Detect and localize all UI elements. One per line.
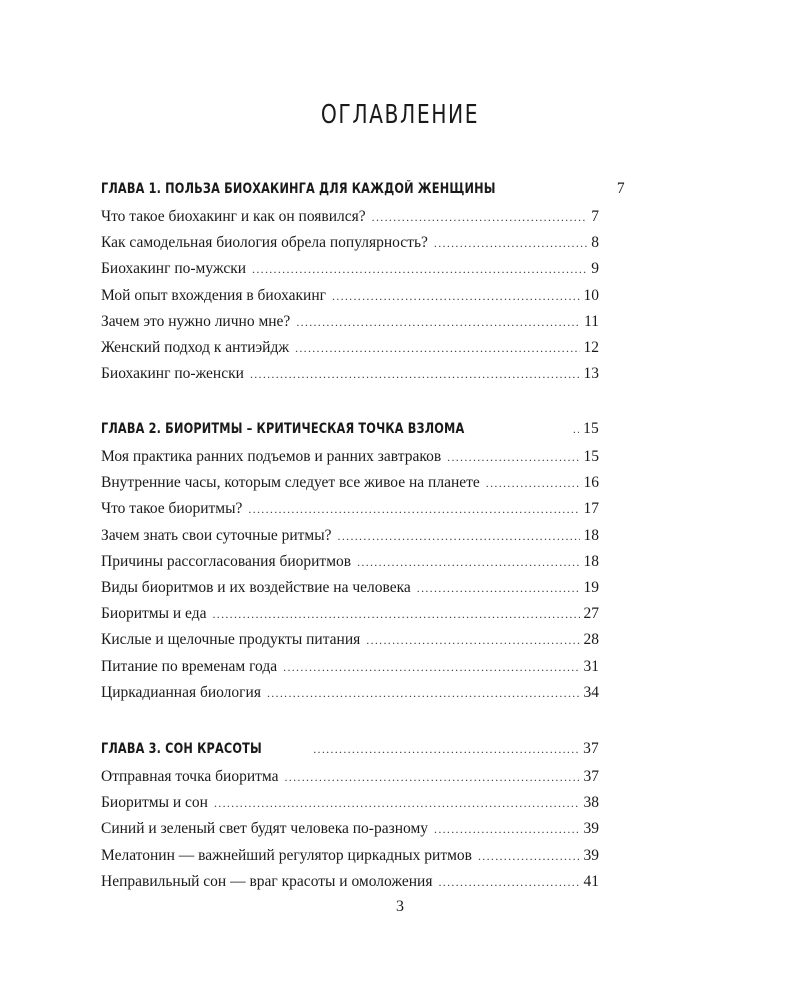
dot-leader xyxy=(214,790,580,816)
dot-leader xyxy=(332,283,580,309)
entry-text: Как самодельная биология обрела популярность? xyxy=(101,234,428,252)
entry-text: Мелатонин — важнейший регулятор циркадных ритмов xyxy=(101,846,472,864)
entry-text: Биоритмы и сон xyxy=(101,794,208,812)
entry-page: 9 xyxy=(591,260,599,278)
entry-page: 13 xyxy=(583,365,599,383)
chapter-heading-text: ГЛАВА 1. ПОЛЬЗА БИОХАКИНГА ДЛЯ КАЖДОЙ ЖЕНЩИНЫ xyxy=(101,181,496,197)
toc-entry xyxy=(101,523,599,549)
entry-text: Зачем это нужно лично мне? xyxy=(101,312,291,330)
entry-page: 17 xyxy=(583,500,599,518)
entry-text: Циркадианная биология xyxy=(101,683,261,701)
entry-text: Кислые и щелочные продукты питания xyxy=(101,631,361,649)
entry-text: Причины рассогласования биоритмов xyxy=(101,552,352,570)
entry-page: 7 xyxy=(591,208,599,225)
toc-entry xyxy=(101,680,599,706)
entry-page: 39 xyxy=(583,846,599,864)
page-title: ОГЛАВЛЕНИЕ xyxy=(320,100,480,130)
entry-page: 39 xyxy=(583,820,599,838)
dot-leader xyxy=(250,361,580,387)
entry-page: 27 xyxy=(583,605,599,623)
entry-text: Биоритмы и еда xyxy=(101,605,207,623)
chapter-3 xyxy=(101,734,599,895)
dot-leader xyxy=(357,549,579,575)
entry-page: 18 xyxy=(583,526,599,544)
dot-leader xyxy=(447,444,579,470)
entry-page: 19 xyxy=(583,578,599,596)
dot-leader xyxy=(295,335,579,361)
dot-leader xyxy=(248,496,579,522)
entry-text: Неправильный сон — враг красоты и омоложения xyxy=(101,872,433,890)
entry-page: 10 xyxy=(583,286,599,304)
dot-leader xyxy=(573,414,579,444)
toc-entry xyxy=(101,256,599,282)
dot-leader xyxy=(267,680,580,706)
entry-page: 18 xyxy=(583,552,599,570)
entry-text: Виды биоритмов и их воздействие на человека xyxy=(101,578,411,596)
toc-entry xyxy=(101,444,599,470)
toc-entry xyxy=(101,601,599,627)
dot-leader xyxy=(434,230,587,256)
chapter-page: 7 xyxy=(616,180,625,197)
entry-page: 12 xyxy=(583,338,599,356)
toc-entry xyxy=(101,575,599,601)
dot-leader xyxy=(285,764,580,790)
toc-entry xyxy=(101,361,599,387)
dot-leader xyxy=(438,869,579,895)
entry-text: Мой опыт вхождения в биохакинг xyxy=(101,286,326,304)
chapter-heading xyxy=(101,174,625,204)
entry-text: Что такое биоритмы? xyxy=(101,500,243,518)
entry-page: 28 xyxy=(583,631,599,649)
entry-page: 41 xyxy=(583,872,599,890)
entry-page: 38 xyxy=(583,794,599,812)
toc-entry xyxy=(101,335,599,361)
toc-entry xyxy=(101,283,599,309)
chapter-heading-text: ГЛАВА 3. СОН КРАСОТЫ xyxy=(101,741,262,757)
entry-page: 8 xyxy=(591,234,599,252)
entry-text: Внутренние часы, которым следует все живое на планете xyxy=(101,474,480,492)
dot-leader xyxy=(296,309,580,335)
entry-text: Питание по временам года xyxy=(101,657,278,675)
dot-leader xyxy=(313,734,579,764)
toc-entry xyxy=(101,496,599,522)
toc-entry xyxy=(101,816,599,842)
toc-entry xyxy=(101,309,599,335)
entry-text: Синий и зеленый свет будят человека по-разному xyxy=(101,820,429,838)
entry-text: Моя практика ранних подъемов и ранних завтраков xyxy=(101,448,442,465)
toc-entry xyxy=(101,204,599,230)
entry-text: Что такое биохакинг и как он появился? xyxy=(101,208,366,225)
dot-leader xyxy=(372,204,588,230)
dot-leader xyxy=(434,816,579,842)
entry-text: Биохакинг по-мужски xyxy=(101,260,247,278)
entry-text: Биохакинг по-женски xyxy=(101,365,244,383)
toc-entry xyxy=(101,654,599,680)
toc-entry xyxy=(101,869,599,895)
chapter-2 xyxy=(101,414,599,706)
dot-leader xyxy=(338,523,580,549)
dot-leader xyxy=(366,627,579,653)
entry-page: 34 xyxy=(583,683,599,701)
chapter-heading xyxy=(101,414,599,444)
entry-page: 37 xyxy=(583,768,599,785)
chapter-1 xyxy=(101,174,625,387)
dot-leader xyxy=(417,575,580,601)
toc-entry xyxy=(101,790,599,816)
page-number: 3 xyxy=(396,898,404,915)
dot-leader xyxy=(486,470,580,496)
entry-text: Женский подход к антиэйдж xyxy=(101,338,290,356)
toc-entry xyxy=(101,764,599,790)
entry-page: 31 xyxy=(583,657,599,675)
toc-entry xyxy=(101,843,599,869)
chapter-heading-text: ГЛАВА 2. БИОРИТМЫ – КРИТИЧЕСКАЯ ТОЧКА ВЗЛОМА xyxy=(101,421,465,437)
chapter-page: 15 xyxy=(583,420,599,437)
entry-page: 16 xyxy=(583,474,599,492)
entry-text: Зачем знать свои суточные ритмы? xyxy=(101,526,332,544)
entry-page: 15 xyxy=(583,448,599,465)
dot-leader xyxy=(283,654,579,680)
chapter-page: 37 xyxy=(583,740,599,757)
chapter-heading xyxy=(101,734,599,764)
dot-leader xyxy=(478,843,580,869)
entry-text: Отправная точка биоритма xyxy=(101,768,279,785)
toc-entry xyxy=(101,627,599,653)
dot-leader xyxy=(252,256,587,282)
toc-entry xyxy=(101,470,599,496)
toc-entry xyxy=(101,230,599,256)
toc-entry xyxy=(101,549,599,575)
entry-page: 11 xyxy=(584,312,599,330)
dot-leader xyxy=(212,601,579,627)
